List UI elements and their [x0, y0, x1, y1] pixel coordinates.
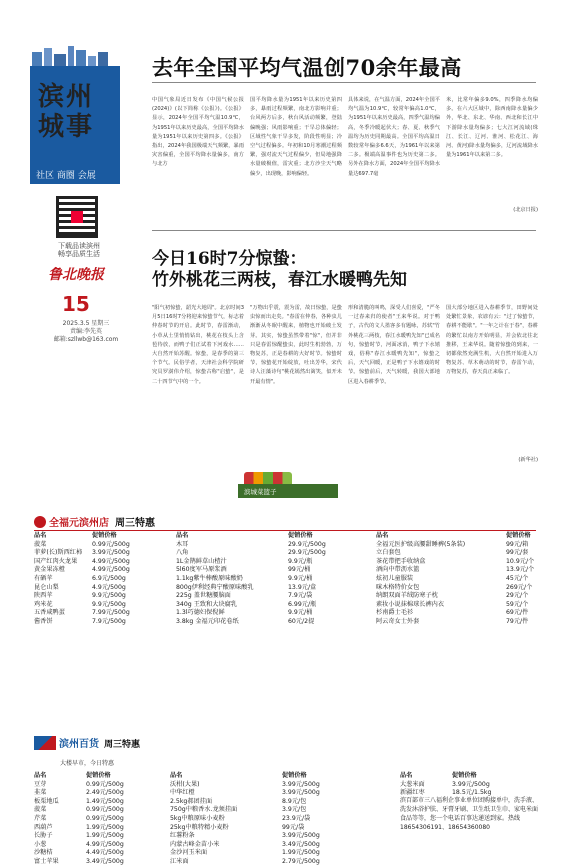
product-price: 269元/个: [506, 583, 533, 591]
product-name: 1L金鹊鲜草山楂汁: [176, 557, 227, 565]
price-list-row: [34, 566, 130, 575]
product-price: 7.9元/袋: [288, 592, 313, 600]
price-list-row: [376, 549, 534, 558]
product-name: 八角: [176, 549, 189, 557]
price-list-row: [376, 566, 534, 575]
product-name: 有硒苹: [34, 574, 53, 582]
price-list-row: [176, 575, 326, 584]
price-list-row: [176, 609, 326, 618]
article1-col2: 国平均降水量为1951年以来历史第四多，暴雨过程频繁，南北方影响并重；台风两方后多，秋台风活动频繁，登陆偏晚强；风雨影响重；干旱总体偏轻；区域性气象干旱多发，阶段性明显；冷空气过程偏多。年初和10月寒潮过程频繁，强对流天气过程偏少，但局地强降水量破极值，雷灾重；北方沙尘天气略偏少，出现晚，影响偏轻。: [250, 97, 342, 177]
product-price: 3.99元/500g: [282, 789, 320, 797]
product-price: 4.49元/500g: [86, 849, 124, 857]
header-name: 品名: [400, 772, 413, 779]
store1-divider: [34, 530, 536, 531]
article2-headline-line2: 竹外桃花三两枝，春江水暖鸭先知: [152, 270, 407, 290]
store2-list-col1: [34, 772, 124, 867]
product-price: 3.99元/500g: [92, 549, 130, 557]
product-price: 0.99元/500g: [86, 806, 124, 814]
product-price: 13.9元/盒: [288, 583, 317, 591]
product-price: 0.99元/500g: [86, 780, 124, 788]
product-price: 2.79元/500g: [282, 857, 320, 865]
product-price: 0.99元/500g: [86, 814, 124, 822]
product-price: 9.9元/500g: [92, 600, 126, 608]
section-divider: [152, 230, 536, 231]
product-name: 3.8kg 金福元印花卷纸: [176, 617, 239, 625]
price-list-row: [376, 592, 534, 601]
product-price: 4.99元/500g: [92, 566, 130, 574]
store2-list-col3: [400, 772, 491, 798]
header-price: 促销价格: [288, 532, 313, 539]
section-title: [38, 82, 94, 142]
product-name: 25kg中粮特精小麦粉: [170, 823, 229, 831]
price-list-row: [176, 541, 326, 550]
product-name: 江米面: [170, 857, 189, 865]
issue-date: 2025.3.5 星期三: [62, 320, 110, 327]
product-name: 新疆红枣: [400, 789, 425, 797]
price-list-header: [170, 772, 320, 781]
price-list-row: [170, 781, 320, 790]
product-name: 咪木格特价女包: [376, 583, 420, 591]
price-list-row: [170, 789, 320, 798]
product-price: 79元/件: [506, 617, 529, 625]
product-price: 3.99元/500g: [282, 780, 320, 788]
product-name: 黄金果冻橙: [34, 566, 65, 574]
store1-header: [34, 514, 155, 529]
product-name: 小葱: [34, 840, 47, 848]
product-price: 8.9元/包: [282, 797, 307, 805]
header-price: 促销价格: [506, 532, 531, 539]
product-price: 3.99元/500g: [452, 780, 490, 788]
product-name: 富士苹果: [34, 857, 59, 865]
price-list-row: [170, 815, 320, 824]
product-name: 纳朗双面羊绒防寒子枕: [376, 592, 438, 600]
price-list-row: [376, 575, 534, 584]
product-name: 1.3l巧德妇保倪鲜: [176, 609, 225, 617]
price-list-row: [176, 618, 326, 627]
product-price: 99元/袋: [282, 823, 305, 831]
store2-note: 大楼早市，今日特惠: [60, 760, 115, 767]
product-price: 3.49元/500g: [86, 857, 124, 865]
product-price: 29.9元/500g: [288, 540, 326, 548]
product-price: 18.5元/1.5kg: [452, 789, 492, 797]
product-name: 茶花带把手收纳盒: [376, 557, 426, 565]
article2-col4: 国大部分地区进入春耕季节，田野间处处繁忙景象，农谚有云："过了惊蛰节，春耕不能歇"。"一年之计在于春"，春耕的繁忙以南方开始明显，并会依北往北推移，王来华说。随着惊蛰的到来，一切都依然充满生机，大自然开始进入万物复苏、草木萌动的时节，春雷乍动，万物复苏，春天真正来临了。: [446, 305, 538, 376]
header-price: 促销价格: [452, 772, 477, 779]
product-name: 5l60度军马原浆酒: [176, 566, 227, 574]
product-name: 800g伊利经典宁酸原味酸乳: [176, 583, 254, 591]
product-price: 0.99元/500g: [92, 540, 130, 548]
product-price: 4.99元/500g: [92, 557, 130, 565]
price-list-row: [170, 824, 320, 833]
store1-logo-icon: [34, 516, 46, 528]
product-name: 木耳: [176, 540, 189, 548]
price-list-row: [34, 549, 130, 558]
store2-logo-icon: [34, 736, 56, 750]
product-price: 7.99元/500g: [92, 609, 130, 617]
article1-col1: 中国气象局近日发布《中国气候公报(2024)》(以下简称《公报》)。《公报》显示，2024年全国平均气温10.9℃，为1951年以来历史最高，全国平均降水量为1951年以来历史第四多。《公报》指出，2024年我国极端天气频繁，暴雨灾害偏重，全国平均降水量偏多，南方与北方: [152, 97, 244, 168]
article1-col3: 具体来说，在气温方面，2024年全国平均气温为10.9℃，较常年偏高1.0℃，为1951年以来历史最高，四季气温均偏高，冬季冷暖起伏大；春、夏、秋季气温均为历史同期最高。全国平均高温日数较常年偏多6.6天，为1961年以来第二多。极端高温事件也为历史第二多。另外在降水方面，2024年全国平均降水量达697.7毫: [348, 97, 440, 177]
price-list-header: [34, 532, 130, 541]
product-price: 13.9元/个: [506, 566, 535, 574]
price-list-header: [176, 532, 326, 541]
product-name: 340g 王致和大块腐乳: [176, 600, 238, 608]
price-list-row: [34, 815, 124, 824]
store1-list-col2: [176, 532, 326, 627]
header-price: 促销价格: [92, 532, 117, 539]
product-name: 全福元医护级高腰甜睡裤(5条装): [376, 540, 466, 548]
product-price: 99元/箱: [506, 540, 529, 548]
qr-code-icon[interactable]: [56, 196, 98, 238]
header-price: 促销价格: [86, 772, 111, 779]
product-price: 4.9元/500g: [92, 583, 126, 591]
product-price: 45元/个: [506, 574, 529, 582]
header-name: 品名: [376, 532, 389, 539]
product-price: 9.9元/瓶: [288, 557, 313, 565]
header-name: 品名: [170, 772, 183, 779]
article2-col1: "阳气初惊蛰，韶光大地周"。北京时间3月5日16时7分将迎来惊蛰节气，标志着仲春时节的开启。此时节，春雷渐动，小草从土里悄悄钻出，桃花在枝头上含苞待放，而鸭子们正试着下河戏水……大自然开始苏醒。惊蛰，是春季的第三个节气。民俗学者，天津社会科学院研究员罗澍伟介绍，惊蛰古称"启蛰"，是二十四节气中的一个。: [152, 305, 244, 385]
price-list-row: [170, 832, 320, 841]
product-name: 鸡米花: [34, 600, 53, 608]
article1-source: (北京日报): [513, 207, 538, 213]
product-price: 59元/个: [506, 600, 529, 608]
store2-logo: [34, 735, 99, 750]
product-name: 沙糖桔: [34, 849, 53, 857]
price-list-row: [34, 849, 124, 858]
product-price: 9.9元/桶: [288, 609, 313, 617]
masthead-illustration: [32, 44, 108, 66]
product-price: 29元/个: [506, 592, 529, 600]
product-name: 中华红橙: [170, 789, 195, 797]
page-number: 15: [62, 292, 90, 316]
store1-list-col3: [376, 532, 534, 627]
product-price: 4.99元/500g: [86, 840, 124, 848]
price-list-row: [176, 584, 326, 593]
product-name: 立白套包: [376, 549, 401, 557]
price-list-row: [34, 575, 130, 584]
price-list-row: [170, 858, 320, 867]
product-name: 西葫芦: [34, 823, 53, 831]
product-price: 60元/2提: [288, 617, 315, 625]
product-name: 225g 盖世糖腰脑面: [176, 592, 231, 600]
product-name: 素妆小说抹棉球长裤内衣: [376, 600, 445, 608]
product-price: 9.9元/桶: [288, 574, 313, 582]
price-list-row: [376, 541, 534, 550]
product-name: 国产红肉火龙果: [34, 557, 78, 565]
header-name: 品名: [34, 772, 47, 779]
price-list-header: [400, 772, 491, 781]
header-name: 品名: [34, 532, 47, 539]
store2-footer-note: 滨百部市三八福利企事业单位团购接单中，洗手液、洗发沐浴护肤、牙膏牙刷、卫生纸卫生巾、家电米面食品等等，您一个电话百事达递送到家。热线18654306191、18654360080: [400, 797, 539, 831]
store1-subtitle: 周三特惠: [115, 518, 155, 529]
editor-email[interactable]: 邮箱:szllwb@163.com: [53, 336, 119, 343]
store2-subtitle: 周三特惠: [104, 740, 141, 750]
store1-name: 全福元滨州店: [49, 518, 109, 529]
product-name: 炫初儿童服装: [376, 574, 414, 582]
price-list-row: [376, 618, 534, 627]
product-name: 菠菜: [34, 540, 47, 548]
price-list-row: [376, 584, 534, 593]
product-price: 6.9元/500g: [92, 574, 126, 582]
section-banner: 滨城菜篮子: [238, 484, 338, 498]
price-list-row: [170, 849, 320, 858]
store1-list-col1: [34, 532, 130, 627]
price-list-row: [376, 609, 534, 618]
product-price: 1.99元/500g: [86, 823, 124, 831]
price-list-row: [34, 541, 130, 550]
product-name: 菲萝(长)斯西红柿: [34, 549, 83, 557]
article2-headline-line1: 今日16时7分惊蛰：: [152, 249, 307, 269]
article1-col4: 米，比常年偏多9.0%，四季降水均偏多。在六大区域中，除西南降水量偏少外，华北、东北、华南、西北和长江中下游降水量均偏多；七大江河流域(珠江、长江、辽河、淮河、松花江、海河、黄河)降水量均偏多，辽河流域降水量为1961年以来第二多。: [446, 97, 538, 159]
price-list-row: [34, 781, 124, 790]
product-name: 2.5kg郝团挂面: [170, 797, 213, 805]
qr-caption-1: 下载品读滨州: [58, 242, 100, 250]
product-name: 板栗地瓜: [34, 797, 59, 805]
newspaper-logo: 鲁北晚报: [48, 267, 104, 283]
masthead-sidebar: [0, 0, 132, 316]
product-name: 内蒙古峰金苗小米: [170, 840, 220, 848]
product-price: 99元/桶: [288, 566, 311, 574]
store2-list-col2: [170, 772, 320, 867]
price-list-header: [34, 772, 124, 781]
article2-col3: 形和清脆的叫鸣，深受人们喜爱，"严冬一过春来归的使者"王来华说。对于鸭子，古代的文人墨客多有题咏，苏轼"竹外桃花三两枝，春江水暖鸭先知"已成名句，惊蛰时节，河面冰消，鸭子下水嬉戏，俗称"春江水暖鸭先知"，惊蛰之后，天气回暖，正是鸭子下水嬉戏的时节。惊蛰前后，天气转暖，我国大部地区进入春耕季节。: [348, 305, 440, 385]
price-list-row: [176, 549, 326, 558]
product-price: 1.49元/500g: [86, 797, 124, 805]
product-price: 3.99元/500g: [282, 832, 320, 840]
product-price: 10.9元/个: [506, 557, 535, 565]
section-subtitle: 社区 商圈 会展: [30, 164, 120, 184]
store2-name: 滨州百货: [59, 739, 99, 750]
product-price: 23.9元/袋: [282, 814, 311, 822]
price-list-row: [34, 609, 130, 618]
qr-caption-2: 畅享品质生活: [58, 250, 100, 258]
header-price: 促销价格: [282, 772, 307, 779]
product-name: 1.1kg紫牛棒酸原味酸奶: [176, 574, 243, 582]
price-list-row: [34, 824, 124, 833]
price-list-row: [34, 806, 124, 815]
price-list-row: [34, 618, 130, 627]
product-price: 99元/套: [506, 549, 529, 557]
section-title-line1: 滨州: [38, 82, 95, 112]
product-name: 陕西苹: [34, 592, 53, 600]
product-name: 韭菜: [34, 789, 47, 797]
product-name: 酒向中带沥水篮: [376, 566, 420, 574]
price-list-row: [34, 584, 130, 593]
article2-col2: "万物出乎震，震为雷，故曰惊蛰，是蛰虫惊而出走矣。"春雷在仲春，各种虫儿渐渐从冬眠中醒来，植物也开始破土发芽。其实，惊蛰虽然带着"惊"，但并非只是春雷惊醒蛰虫，此时生机勃勃，万物复苏，正是春耕的大好时节。惊蛰时节，惊蛰花开始绽放，吐出芳华，宋代诗人汪藻诗句"桃花嫣然出篱笑，似开未开最有情"。: [250, 305, 342, 385]
product-name: 沃柑(大果): [170, 780, 200, 788]
price-list-row: [176, 566, 326, 575]
price-list-row: [34, 592, 130, 601]
product-name: 杉南爵士毛衫: [376, 609, 414, 617]
product-name: 豆芽: [34, 780, 47, 788]
product-name: 金沙河玉米面: [170, 849, 208, 857]
article2-source: (新华社): [518, 457, 538, 463]
product-name: 阿云奇女士外套: [376, 617, 420, 625]
product-name: 大葱米面: [400, 780, 425, 788]
price-list-row: [34, 798, 124, 807]
price-list-row: [170, 806, 320, 815]
product-price: 2.49元/500g: [86, 789, 124, 797]
price-list-row: [176, 592, 326, 601]
product-price: 69元/件: [506, 609, 529, 617]
product-price: 1.99元/500g: [282, 849, 320, 857]
header-name: 品名: [176, 532, 189, 539]
price-list-row: [34, 789, 124, 798]
editor-name: 责编:李先英: [69, 328, 103, 335]
price-list-header: [376, 532, 534, 541]
price-list-row: [34, 832, 124, 841]
product-name: 长胁子: [34, 832, 53, 840]
product-name: 5kg中粮原味小麦粉: [170, 814, 225, 822]
section-title-line2: 城事: [38, 112, 95, 142]
product-name: 750g中粮香水.龙须挂面: [170, 806, 238, 814]
product-price: 9.9元/500g: [92, 592, 126, 600]
product-name: 酱香饼: [34, 617, 53, 625]
product-name: 菠菜: [34, 806, 47, 814]
product-price: 3.9元/包: [282, 806, 307, 814]
product-price: 7.9元/500g: [92, 617, 126, 625]
product-price: 1.99元/500g: [86, 832, 124, 840]
product-name: 芹菜: [34, 814, 47, 822]
price-list-row: [400, 781, 491, 790]
article1-headline: 去年全国平均气温创70余年最高: [152, 55, 462, 80]
product-price: 6.99元/瓶: [288, 600, 317, 608]
price-list-row: [34, 858, 124, 867]
product-name: 红薯粉条: [170, 832, 195, 840]
product-price: 29.9元/500g: [288, 549, 326, 557]
product-price: 3.49元/500g: [282, 840, 320, 848]
product-name: 五香咸鸭蛋: [34, 609, 65, 617]
headline-divider: [152, 82, 536, 83]
product-name: 昆仑山梨: [34, 583, 59, 591]
